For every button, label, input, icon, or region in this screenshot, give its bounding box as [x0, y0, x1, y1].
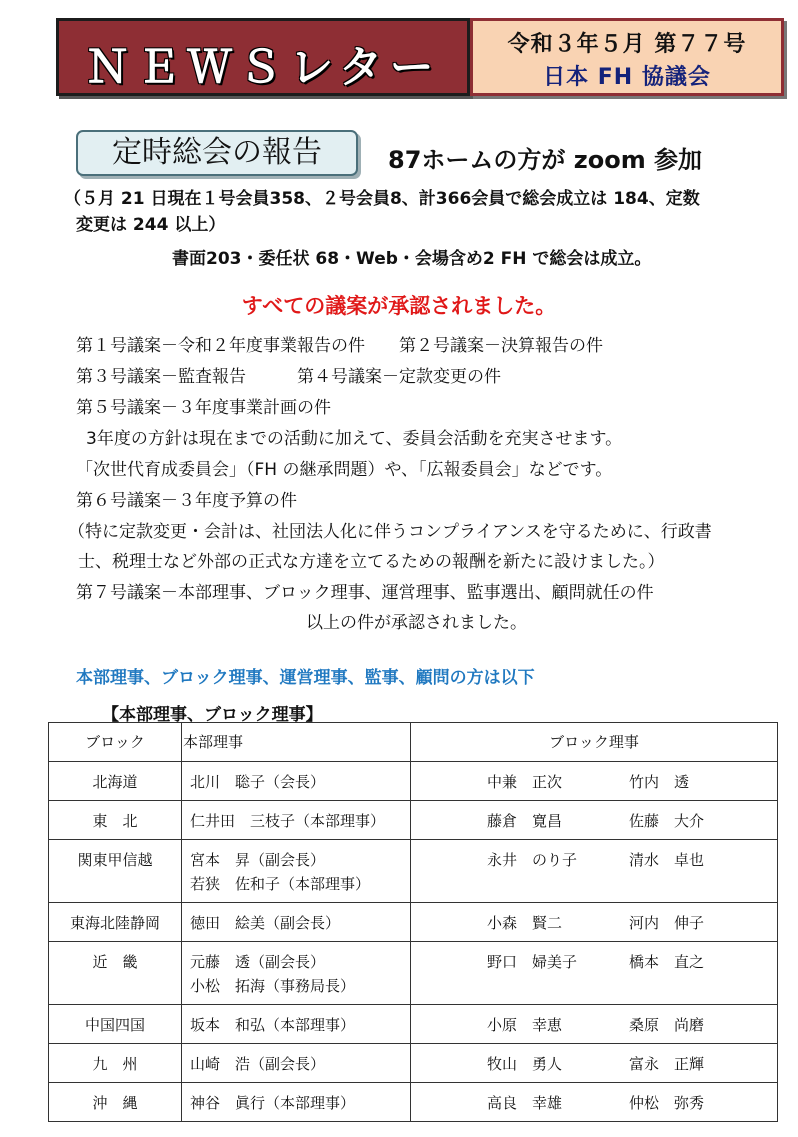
organization-name: 日本 FH 協議会	[543, 65, 711, 90]
director-name: 永井 のり子	[487, 851, 578, 869]
director-name: 佐藤 大介	[629, 812, 705, 830]
main-director	[182, 1044, 411, 1083]
director-name: 牧山 勇人	[487, 1055, 563, 1073]
main-director	[182, 1005, 411, 1044]
newsletter-banner	[56, 18, 470, 96]
note-line-1: （特に定款変更・会計は、社団法人化に伴うコンプライアンスを守るために、行政書	[68, 522, 712, 542]
officers-table	[48, 722, 778, 1122]
director-name: 坂本 和弘（本部理事）	[190, 1016, 356, 1034]
block-directors	[411, 840, 778, 903]
director-name: 藤倉 寛昌	[487, 812, 563, 830]
director-name: 桑原 尚磨	[629, 1016, 705, 1034]
director-name: 神谷 眞行（本部理事）	[190, 1094, 356, 1112]
director-name: 仁井田 三枝子（本部理事）	[190, 812, 386, 830]
table-row	[49, 1005, 778, 1044]
table-row	[49, 762, 778, 801]
director-name: 山崎 浩（副会長）	[190, 1055, 326, 1073]
director-name: 宮本 昇（副会長）	[190, 851, 326, 869]
table-row	[49, 942, 778, 1005]
agenda-1-2: 第１号議案－令和２年度事業報告の件 第２号議案－決算報告の件	[76, 336, 603, 356]
membership-line-1: （５月 21 日現在１号会員358、２号会員8、計366会員で総会成立は 184、定数	[64, 189, 700, 209]
table-row	[49, 840, 778, 903]
director-name: 仲松 弥秀	[629, 1094, 705, 1112]
block-name: 中国四国	[49, 1005, 182, 1044]
director-name: 河内 伸子	[629, 914, 705, 932]
table-row	[49, 1083, 778, 1122]
main-director	[182, 942, 411, 1005]
block-name: 東海北陸静岡	[49, 903, 182, 942]
director-name: 中兼 正次	[487, 773, 563, 791]
agenda-7: 第７号議案－本部理事、ブロック理事、運営理事、監事選出、顧問就任の件	[76, 583, 654, 603]
director-name: 野口 婦美子	[487, 953, 578, 971]
block-directors	[411, 942, 778, 1005]
block-name: 東 北	[49, 801, 182, 840]
block-name: 北海道	[49, 762, 182, 801]
director-name: 小森 賢二	[487, 914, 563, 932]
main-director	[182, 903, 411, 942]
block-name: 近 畿	[49, 942, 182, 1005]
main-director	[182, 762, 411, 801]
block-directors	[411, 1005, 778, 1044]
votes-line: 書面203・委任状 68・Web・会場含め2 FH で総会は成立。	[172, 249, 652, 269]
block-name: 九 州	[49, 1044, 182, 1083]
director-name: 北川 聡子（会長）	[190, 773, 326, 791]
column-header: ブロック	[49, 723, 182, 762]
agenda-3-4: 第３号議案－監査報告 第４号議案－定款変更の件	[76, 367, 501, 387]
agenda-5: 第５号議案－３年度事業計画の件	[76, 398, 331, 418]
block-name: 沖 縄	[49, 1083, 182, 1122]
main-director	[182, 1083, 411, 1122]
director-name: 徳田 絵美（副会長）	[190, 914, 341, 932]
membership-line-2: 変更は 244 以上）	[76, 215, 226, 235]
block-directors	[411, 903, 778, 942]
column-header: 本部理事	[182, 723, 411, 762]
all-approved-notice: すべての議案が承認されました。	[241, 294, 557, 318]
director-name: 小原 幸恵	[487, 1016, 563, 1034]
policy-line-1: 3年度の方針は現在までの活動に加えて、委員会活動を充実させます。	[86, 429, 623, 449]
director-name: 清水 卓也	[629, 851, 705, 869]
director-name: 元藤 透（副会長）	[190, 953, 326, 971]
table-row	[49, 801, 778, 840]
director-name: 富永 正輝	[629, 1055, 705, 1073]
officers-table-title: 【本部理事、ブロック理事】	[102, 705, 323, 725]
block-directors	[411, 1083, 778, 1122]
policy-line-2: 「次世代育成委員会」（FH の継承問題）や、「広報委員会」などです。	[76, 460, 613, 480]
director-name: 橋本 直之	[629, 953, 705, 971]
block-name: 関東甲信越	[49, 840, 182, 903]
director-name: 高良 幸雄	[487, 1094, 563, 1112]
newsletter-title: ＮＥＷＳレター	[85, 42, 441, 93]
director-name: 小松 拓海（事務局長）	[190, 977, 356, 995]
main-director	[182, 840, 411, 903]
issue-number: 令和３年５月 第７７号	[507, 32, 747, 57]
column-header: ブロック理事	[411, 723, 778, 762]
closing-line: 以上の件が承認されました。	[306, 613, 527, 633]
zoom-participation: 87ホームの方が zoom 参加	[388, 146, 703, 174]
issue-box	[470, 18, 784, 96]
director-name: 竹内 透	[629, 773, 690, 791]
block-directors	[411, 801, 778, 840]
block-directors	[411, 1044, 778, 1083]
table-row	[49, 1044, 778, 1083]
table-row	[49, 903, 778, 942]
table-header-row	[49, 723, 778, 762]
officers-heading: 本部理事、ブロック理事、運営理事、監事、顧問の方は以下	[76, 668, 535, 688]
block-directors	[411, 762, 778, 801]
report-heading: 定時総会の報告	[76, 130, 358, 176]
director-name: 若狭 佐和子（本部理事）	[190, 875, 371, 893]
note-line-2: 士、税理士など外部の正式な方達を立てるための報酬を新たに設けました。）	[78, 552, 665, 572]
agenda-6: 第６号議案－３年度予算の件	[76, 491, 297, 511]
main-director	[182, 801, 411, 840]
